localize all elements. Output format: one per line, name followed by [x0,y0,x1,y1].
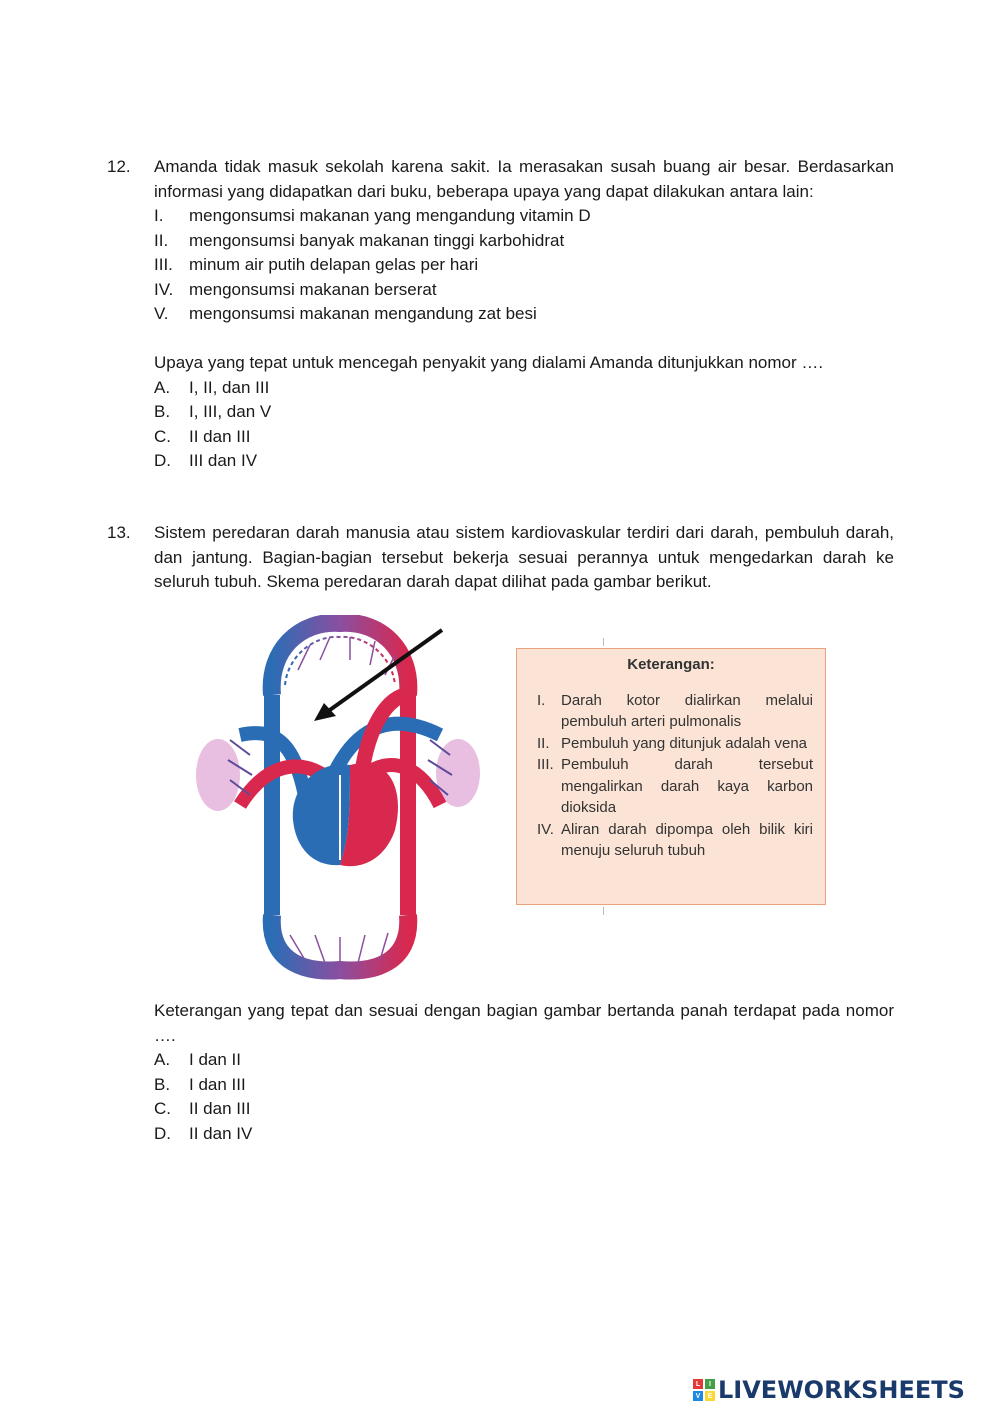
keterangan-item: III. Pembuluh darah tersebut mengalirkan darah kaya karbon dioksida [537,756,813,816]
answer-options [154,376,894,474]
answer-option-d[interactable]: D. III dan IV [154,451,258,470]
answer-option-c[interactable]: C. II dan III [154,1099,251,1118]
keterangan-title: Keterangan: [627,656,715,673]
lower-capillary-bed [272,915,409,971]
question-stem: Amanda tidak masuk sekolah karena sakit. Ia merasakan susah buang air besar. Berdasarkan informasi yang didapatkan dari buku, beberapa upaya yang dapat dilakukan antara lain: [154,157,894,201]
divider-tick [603,907,604,915]
question-number: 13. [107,523,131,542]
keterangan-item: I. Darah kotor dialirkan melalui pembuluh arteri pulmonalis [537,691,813,730]
statement-list [154,204,894,327]
left-lung [196,739,240,811]
upper-capillary-bed [272,623,409,695]
answer-option-a[interactable]: A. I dan II [154,1050,241,1069]
question-13 [107,521,894,595]
statement-item: IV. mengonsumsi makanan berserat [154,279,437,299]
answer-option-a[interactable]: A. I, II, dan III [154,377,270,397]
question-prompt: Upaya yang tepat untuk mencegah penyakit yang dialami Amanda ditunjukkan nomor …. [154,353,824,372]
keterangan-item: II. Pembuluh yang ditunjuk adalah vena [537,734,808,752]
statement-item: I. mengonsumsi makanan yang mengandung vitamin D [154,206,591,225]
answer-option-b[interactable]: B. I, III, dan V [154,402,272,421]
question-stem: Sistem peredaran darah manusia atau sistem kardiovaskular terdiri dari darah, pembuluh darah, dan jantung. Bagian-bagian tersebut bekerja sesuai perannya untuk mengedarkan darah ke seluruh tubuh. Skema peredaran darah dapat dilihat pada gambar berikut. [154,523,894,591]
question-number: 12. [107,157,131,176]
answer-option-b[interactable]: B. I dan III [154,1074,246,1094]
statement-item: V. mengonsumsi makanan mengandung zat besi [154,304,537,323]
logo-icon: L I V E [693,1379,715,1401]
logo-text: LIVEWORKSHEETS [718,1376,965,1404]
divider-tick [603,638,604,646]
keterangan-box [516,648,826,905]
answer-option-d[interactable]: D. II dan IV [154,1123,253,1143]
question-12 [107,155,894,474]
liveworksheets-logo [693,1377,965,1403]
question-prompt: Keterangan yang tepat dan sesuai dengan bagian gambar bertanda panah terdapat pada nomor …. [154,1001,894,1045]
circulation-diagram [190,615,490,980]
statement-item: II. mengonsumsi banyak makanan tinggi karbohidrat [154,230,565,250]
answer-options [154,1048,894,1146]
answer-option-c[interactable]: C. II dan III [154,426,251,446]
keterangan-item: IV. Aliran darah dipompa oleh bilik kiri menuju seluruh tubuh [537,820,813,859]
question-13-prompt [107,999,894,1146]
statement-item: III. minum air putih delapan gelas per hari [154,255,479,274]
